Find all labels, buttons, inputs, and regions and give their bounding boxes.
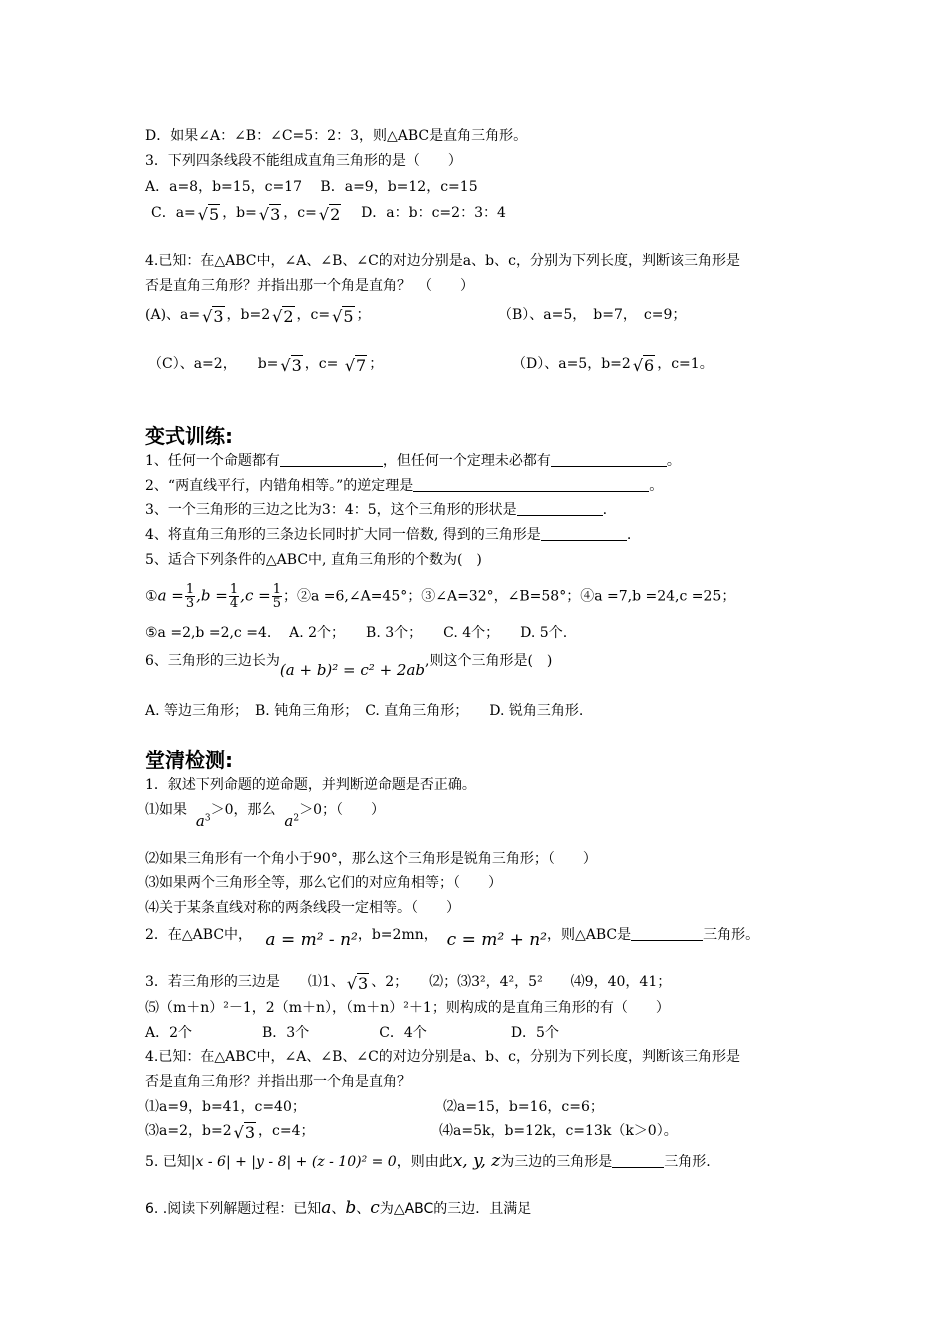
check-q4-item-4: ⑷a=5k，b=12k，c=13k（k＞0）。 bbox=[439, 1123, 678, 1139]
sqrt-6: √6 bbox=[632, 356, 655, 375]
variation-q1: 1、任何一个命题都有 ，但任何一个定理未必都有 。 bbox=[145, 453, 681, 469]
sqrt-5: √5 bbox=[332, 307, 354, 326]
check-q2: 2．在△ABC中， a = m² - n²，b=2mn， c = m² + n²，则△ABC是 三角形。 bbox=[145, 927, 760, 950]
section-title-class-check: 堂清检测: bbox=[145, 748, 233, 772]
variation-q2: 2、“两直线平行，内错角相等。”的逆定理是 。 bbox=[145, 478, 664, 494]
answer-blank[interactable] bbox=[280, 466, 383, 467]
check-q5: 5. 已知|x - 6| + |y - 8| + (z - 10)² = 0，则由此x, y, z为三边的三角形是 三角形. bbox=[145, 1151, 711, 1171]
check-q1: 1．叙述下列命题的逆命题，并判断逆命题是否正确。 bbox=[145, 777, 476, 793]
check-q1-item-1: ⑴如果 $a^3>0$，那么 $a^2>0$；（ ） bbox=[145, 802, 386, 830]
question-4-line-2: 否是直角三角形？并指出那一个角是直角？ （ ） bbox=[145, 278, 474, 294]
check-q4-line-1: 4.已知：在△ABC中，∠A、∠B、∠C的对边分别是a、b、c，分别为下列长度，判断该三角形是 bbox=[145, 1049, 740, 1065]
question-3-options-ab: A．a=8，b=15，c=17 B．a=9，b=12，c=15 bbox=[145, 179, 478, 195]
sqrt-5: √5 bbox=[197, 205, 220, 224]
fraction-one-fourth: $\frac{1}{4}$ bbox=[229, 582, 239, 611]
answer-blank[interactable] bbox=[551, 466, 667, 467]
variation-q6-options: A. 等边三角形； B. 钝角三角形； C. 直角三角形； D. 锐角三角形. bbox=[145, 703, 584, 719]
sqrt-3: √3 bbox=[346, 974, 369, 993]
question-4-option-d: （D）、a=5，b=2 √6 ，c=1。 bbox=[512, 356, 714, 375]
section-title-variation-training: 变式训练: bbox=[145, 424, 233, 448]
question-4-line-1: 4.已知：在△ABC中，∠A、∠B、∠C的对边分别是a、b、c，分别为下列长度，判断该三角形是 bbox=[145, 253, 740, 269]
question-3: 3．下列四条线段不能组成直角三角形的是（ ） bbox=[145, 153, 462, 169]
fraction-one-third: $\frac{1}{3}$ bbox=[185, 582, 195, 611]
check-q3: 3．若三角形的三边是 ⑴1、 √3 、2； ⑵；⑶3²，4²，5² ⑷9，40，41； bbox=[145, 974, 672, 993]
answer-blank[interactable] bbox=[517, 515, 603, 516]
check-q4-item-3: ⑶a=2，b=2 √3 ，c=4； bbox=[145, 1123, 315, 1142]
answer-blank[interactable] bbox=[413, 491, 649, 492]
sqrt-3: √3 bbox=[280, 356, 302, 375]
check-q1-item-3: ⑶如果两个三角形全等，那么它们的对应角相等；（ ） bbox=[145, 875, 502, 891]
check-q4-line-2: 否是直角三角形？并指出那一个角是直角？ bbox=[145, 1074, 411, 1090]
check-q4-item-1: ⑴a=9，b=41，c=40； bbox=[145, 1099, 306, 1115]
question-4-option-b: （B）、a=5， b=7， c=9； bbox=[498, 307, 687, 323]
sqrt-3: √3 bbox=[233, 1123, 255, 1142]
variation-q4: 4、将直角三角形的三条边长同时扩大同一倍数, 得到的三角形是 . bbox=[145, 527, 632, 543]
answer-blank[interactable] bbox=[541, 540, 627, 541]
check-q1-item-2: ⑵如果三角形有一个角小于90°，那么这个三角形是锐角三角形；（ ） bbox=[145, 851, 597, 867]
variation-q3: 3、一个三角形的三边之比为3：4：5，这个三角形的形状是 . bbox=[145, 502, 608, 518]
sqrt-7: √7 bbox=[344, 356, 367, 375]
sqrt-2: √2 bbox=[318, 205, 341, 224]
answer-blank[interactable] bbox=[631, 940, 703, 941]
variation-q5: 5、适合下列条件的△ABC中, 直角三角形的个数为( ) bbox=[145, 552, 482, 568]
check-q4-item-2: ⑵a=15，b=16，c=6； bbox=[443, 1099, 604, 1115]
sqrt-3: √3 bbox=[258, 205, 281, 224]
check-q3-item-5: ⑸（m＋n）²－1，2（m＋n），（m＋n）²＋1；则构成的是直角三角形的有（ ） bbox=[145, 1000, 670, 1016]
answer-blank[interactable] bbox=[612, 1167, 664, 1168]
question-3-options-cd: C．a= √5 ，b= √3 ，c= √2 D．a：b：c=2：3：4 bbox=[151, 205, 506, 224]
check-q1-item-4: ⑷关于某条直线对称的两条线段一定相等。（ ） bbox=[145, 900, 460, 916]
variation-q6: 6、三角形的三边长为(a + b)² = c² + 2ab,则这个三角形是( ) bbox=[145, 653, 553, 679]
sqrt-2: √2 bbox=[272, 307, 294, 326]
check-q6: 6. .阅读下列解题过程：已知a、b、c为△ABC的三边．且满足 bbox=[145, 1198, 532, 1218]
variation-q5-conditions: ①a = $\frac{1}{3}$ ,b = $\frac{1}{4}$ ,c = $\frac{1}{5}$ ；②a =6,∠A=45°；③∠A=32°，∠B=58°；④a =7,b =24,c =25； bbox=[145, 582, 736, 611]
question-4-option-c: （C）、a=2， b= √3 ，c= √7 ； bbox=[148, 356, 384, 375]
variation-q5-options: ⑤a =2,b =2,c =4. A. 2个； B. 3个； C. 4个； D. 5个. bbox=[145, 625, 568, 641]
question-4-option-a: (A)、a= √3 ，b=2 √2 ，c= √5 ； bbox=[145, 307, 371, 326]
sqrt-3: √3 bbox=[202, 307, 224, 326]
fraction-one-fifth: $\frac{1}{5}$ bbox=[272, 582, 281, 611]
option-d-line: D．如果∠A：∠B：∠C=5：2：3，则△ABC是直角三角形。 bbox=[145, 128, 528, 144]
check-q3-options: A．2个 B．3个 C．4个 D．5个 bbox=[145, 1025, 559, 1041]
